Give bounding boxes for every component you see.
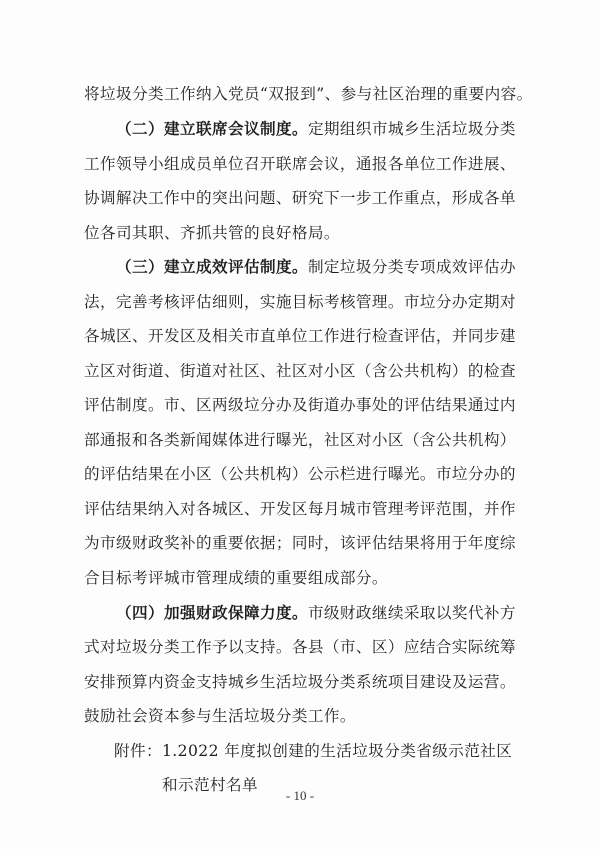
attachment-line: 附件：1.2022 年度拟创建的生活垃圾分类省级示范社区 <box>114 742 513 760</box>
paragraph-line: 部通报和各类新闻媒体进行曝光，社区对小区（含公共机构） <box>84 431 516 449</box>
section-3-first-line <box>116 257 516 277</box>
paragraph-line: 安排预算内资金支持城乡生活垃圾分类系统项目建设及运营。 <box>84 673 516 691</box>
paragraph-line: 合目标考评城市管理成绩的重要组成部分。 <box>84 569 388 587</box>
section-2-heading: （二）建立联席会议制度。 <box>116 120 308 138</box>
paragraph-line: 协调解决工作中的突出问题、研究下一步工作重点，形成各单 <box>84 189 516 207</box>
section-4-first-line <box>116 603 516 623</box>
section-4-heading: （四）加强财政保障力度。 <box>116 604 308 622</box>
paragraph-line: 工作领导小组成员单位召开联席会议，通报各单位工作进展、 <box>84 155 516 173</box>
paragraph-line: 法，完善考核评估细则，实施目标考核管理。市垃分办定期对 <box>84 293 516 311</box>
paragraph-line: 鼓励社会资本参与生活垃圾分类工作。 <box>84 707 356 725</box>
page-number: - 10 - <box>285 788 315 803</box>
paragraph-line: 位各司其职、齐抓共管的良好格局。 <box>84 224 340 242</box>
section-2-first-line <box>116 119 516 139</box>
section-2-text: 定期组织市城乡生活垃圾分类 <box>307 120 516 138</box>
section-4-text: 市级财政继续采取以奖代补方 <box>307 604 516 622</box>
attachment-continuation: 和示范村名单 <box>162 776 258 794</box>
paragraph-line: 式对垃圾分类工作予以支持。各县（市、区）应结合实际统筹 <box>84 638 516 656</box>
paragraph-line: 将垃圾分类工作纳入党员“双报到”、参与社区治理的重要内容。 <box>84 85 533 103</box>
paragraph-line: 的评估结果在小区（公共机构）公示栏进行曝光。市垃分办的 <box>84 465 516 483</box>
paragraph-line: 评估结果纳入对各城区、开发区每月城市管理考评范围，并作 <box>84 500 516 518</box>
section-3-text: 制定垃圾分类专项成效评估办 <box>307 258 516 276</box>
paragraph-line: 立区对街道、街道对社区、社区对小区（含公共机构）的检查 <box>84 362 516 380</box>
paragraph-line: 评估制度。市、区两级垃分办及街道办事处的评估结果通过内 <box>84 396 516 414</box>
paragraph-line: 各城区、开发区及相关市直单位工作进行检查评估，并同步建 <box>84 327 516 345</box>
paragraph-line: 为市级财政奖补的重要依据；同时，该评估结果将用于年度综 <box>84 534 516 552</box>
section-3-heading: （三）建立成效评估制度。 <box>116 258 308 276</box>
